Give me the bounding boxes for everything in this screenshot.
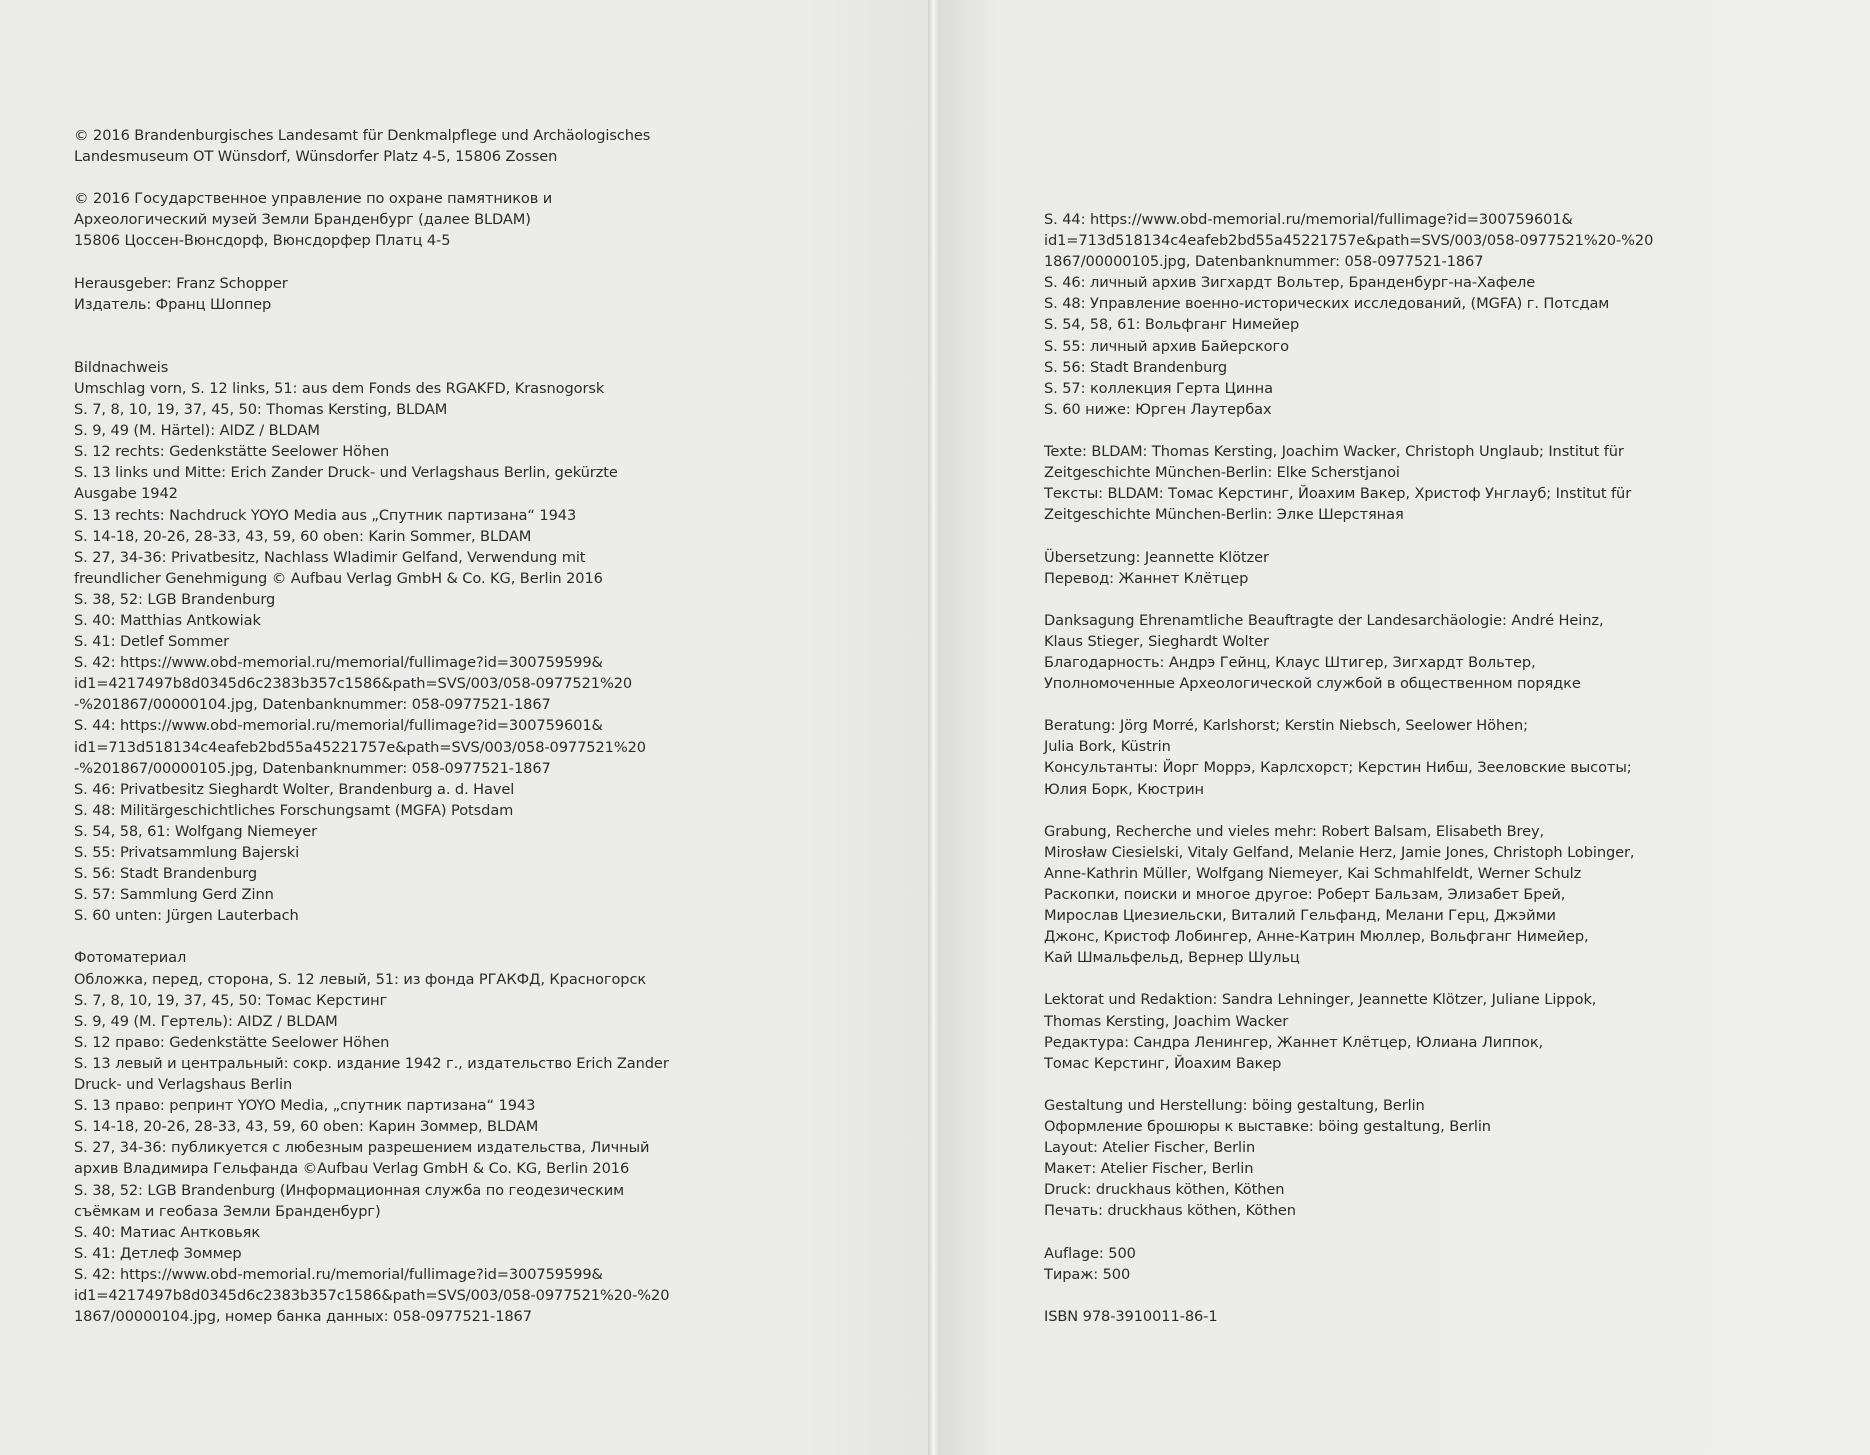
text-line: S. 9, 49 (М. Гертель): AIDZ / BLDAM: [74, 1012, 338, 1030]
text-line: S. 40: Матиас Антковьяк: [74, 1223, 261, 1241]
text-line: S. 54, 58, 61: Wolfgang Niemeyer: [74, 822, 317, 840]
text-line: S. 54, 58, 61: Вольфганг Нимейер: [1044, 316, 1300, 334]
text-line: Danksagung Ehrenamtliche Beauftragte der Landesarchäologie: André Heinz,: [1044, 611, 1604, 629]
text-line: Grabung, Recherche und vieles mehr: Robert Balsam, Elisabeth Brey,: [1044, 822, 1545, 840]
text-line: S. 13 право: репринт YOYO Media, „спутник партизана“ 1943: [74, 1097, 536, 1115]
text-line: Тексты: BLDAM: Томас Керстинг, Йоахим Вакер, Христоф Унглауб; Institut für: [1044, 485, 1632, 503]
text-line: id1=713d518134c4eafeb2bd55a45221757e&path=SVS/003/058-0977521%20: [74, 738, 646, 756]
copyright-de-block: [74, 125, 651, 167]
text-line: Zeitgeschichte München-Berlin: Элке Шерстяная: [1044, 506, 1404, 524]
text-line: Оформление брошюры к выставке: böing gestaltung, Berlin: [1044, 1118, 1491, 1136]
text-line: S. 13 links und Mitte: Erich Zander Druck- und Verlagshaus Berlin, gekürzte: [74, 464, 618, 482]
text-line: Тираж: 500: [1044, 1265, 1131, 1283]
text-line: S. 7, 8, 10, 19, 37, 45, 50: Thomas Kersting, BLDAM: [74, 401, 448, 419]
text-line: Klaus Stieger, Sieghardt Wolter: [1044, 632, 1269, 650]
text-line: S. 55: личный архив Байерского: [1044, 337, 1289, 355]
text-line: архив Владимира Гельфанда ©Aufbau Verlag GmbH & Co. KG, Berlin 2016: [74, 1160, 630, 1178]
auflage-block: [1044, 1243, 1624, 1285]
text-line: Druck: druckhaus köthen, Köthen: [1044, 1181, 1285, 1199]
uebersetzung-block: [1044, 547, 1624, 589]
text-line: Gestaltung und Herstellung: böing gestaltung, Berlin: [1044, 1096, 1425, 1114]
text-line: съёмкам и геобаза Земли Бранденбург): [74, 1202, 381, 1220]
fotomaterial-block: [74, 947, 670, 1327]
text-line: Ausgabe 1942: [74, 485, 178, 503]
text-line: Мирослав Циезиельски, Виталий Гельфанд, Мелани Герц, Джэйми: [1044, 907, 1556, 925]
text-line: S. 56: Stadt Brandenburg: [74, 865, 258, 883]
text-line: S. 41: Detlef Sommer: [74, 633, 230, 651]
text-line: S. 40: Matthias Antkowiak: [74, 611, 261, 629]
section-heading: Bildnachweis: [74, 358, 169, 376]
text-line: S. 9, 49 (M. Härtel): AIDZ / BLDAM: [74, 422, 320, 440]
text-line: Томас Керстинг, Йоахим Вакер: [1044, 1054, 1282, 1072]
text-line: Texte: BLDAM: Thomas Kersting, Joachim Wacker, Christoph Unglaub; Institut für: [1044, 443, 1624, 461]
text-line: Layout: Atelier Fischer, Berlin: [1044, 1139, 1256, 1157]
text-line: Zeitgeschichte München-Berlin: Elke Scherstjanoi: [1044, 464, 1400, 482]
text-line: Джонс, Кристоф Лобингер, Анне-Катрин Мюллер, Вольфганг Нимейер,: [1044, 928, 1589, 946]
text-line: Издатель: Франц Шоппер: [74, 295, 272, 313]
text-line: Печать: druckhaus köthen, Köthen: [1044, 1202, 1296, 1220]
danksagung-block: [1044, 610, 1624, 694]
text-line: S. 13 rechts: Nachdruck YOYO Media aus „Спутник партизана“ 1943: [74, 506, 577, 524]
text-line: Уполномоченные Археологической службой в общественном порядке: [1044, 675, 1581, 693]
text-line: id1=4217497b8d0345d6c2383b357c1586&path=SVS/003/058-0977521%20-%20: [74, 1286, 670, 1304]
text-line: S. 44: https://www.obd-memorial.ru/memorial/fullimage?id=300759601&: [74, 717, 603, 735]
text-line: S. 13 левый и центральный: сокр. издание 1942 г., издательство Erich Zander: [74, 1054, 669, 1072]
text-line: S. 57: коллекция Герта Цинна: [1044, 379, 1273, 397]
text-line: Кай Шмальфельд, Вернер Шульц: [1044, 949, 1300, 967]
text-line: freundlicher Genehmigung © Aufbau Verlag GmbH & Co. KG, Berlin 2016: [74, 569, 603, 587]
text-line: Umschlag vorn, S. 12 links, 51: aus dem Fonds des RGAKFD, Krasnogorsk: [74, 379, 605, 397]
text-line: 1867/00000105.jpg, Datenbanknummer: 058-0977521-1867: [1044, 253, 1484, 271]
text-line: S. 48: Управление военно-исторических исследований, (MGFA) г. Потсдам: [1044, 295, 1610, 313]
text-line: S. 46: личный архив Зигхардт Вольтер, Бранденбург-на-Хафеле: [1044, 274, 1536, 292]
text-line: © 2016 Государственное управление по охране памятников и: [74, 190, 553, 208]
text-line: Julia Bork, Küstrin: [1044, 738, 1171, 756]
text-line: 15806 Цоссен-Вюнсдорф, Вюнсдорфер Платц 4-5: [74, 232, 451, 250]
text-line: S. 60 unten: Jürgen Lauterbach: [74, 907, 299, 925]
text-line: Макет: Atelier Fischer, Berlin: [1044, 1160, 1254, 1178]
text-line: S. 38, 52: LGB Brandenburg (Информационная служба по геодезическим: [74, 1181, 625, 1199]
text-line: S. 14-18, 20-26, 28-33, 43, 59, 60 oben: Karin Sommer, BLDAM: [74, 527, 532, 545]
text-line: S. 12 право: Gedenkstätte Seelower Höhen: [74, 1033, 390, 1051]
text-line: S. 60 ниже: Юрген Лаутербах: [1044, 400, 1272, 418]
text-line: S. 48: Militärgeschichtliches Forschungsamt (MGFA) Potsdam: [74, 801, 514, 819]
text-line: S. 38, 52: LGB Brandenburg: [74, 590, 276, 608]
right-page-text: [1044, 209, 1654, 1327]
lektorat-block: [1044, 989, 1624, 1073]
text-line: -%201867/00000104.jpg, Datenbanknummer: 058-0977521-1867: [74, 696, 551, 714]
text-line: Übersetzung: Jeannette Klötzer: [1044, 548, 1269, 566]
text-line: S. 7, 8, 10, 19, 37, 45, 50: Томас Керстинг: [74, 991, 388, 1009]
text-line: id1=713d518134c4eafeb2bd55a45221757e&path=SVS/003/058-0977521%20-%20: [1044, 232, 1654, 250]
text-line: S. 56: Stadt Brandenburg: [1044, 358, 1228, 376]
text-line: -%201867/00000105.jpg, Datenbanknummer: 058-0977521-1867: [74, 759, 551, 777]
text-line: id1=4217497b8d0345d6c2383b357c1586&path=SVS/003/058-0977521%20: [74, 675, 633, 693]
left-page: [0, 0, 928, 1455]
text-line: Раскопки, поиски и многое другое: Роберт Бальзам, Элизабет Брей,: [1044, 886, 1566, 903]
text-line: Благодарность: Андрэ Гейнц, Клаус Штигер, Зигхардт Вольтер,: [1044, 653, 1536, 671]
text-line: S. 57: Sammlung Gerd Zinn: [74, 886, 274, 904]
gestaltung-block: [1044, 1095, 1624, 1222]
text-line: Консультанты: Йорг Моррэ, Карлсхорст; Керстин Нибш, Зееловские высоты;: [1044, 759, 1632, 777]
text-line: S. 12 rechts: Gedenkstätte Seelower Höhen: [74, 443, 390, 461]
text-line: S. 42: https://www.obd-memorial.ru/memorial/fullimage?id=300759599&: [74, 654, 603, 672]
text-line: © 2016 Brandenburgisches Landesamt für Denkmalpflege und Archäologisches: [74, 127, 651, 144]
text-line: S. 44: https://www.obd-memorial.ru/memorial/fullimage?id=300759601&: [1044, 211, 1573, 228]
text-line: Lektorat und Redaktion: Sandra Lehninger, Jeannette Klötzer, Juliane Lippok,: [1044, 991, 1597, 1009]
copyright-ru-block: [74, 188, 634, 251]
text-line: Landesmuseum OT Wünsdorf, Wünsdorfer Platz 4-5, 15806 Zossen: [74, 148, 558, 166]
section-heading: Фотоматериал: [74, 949, 187, 967]
texte-block: [1044, 441, 1632, 525]
beratung-block: [1044, 715, 1632, 799]
text-line: S. 27, 34-36: Privatbesitz, Nachlass Wladimir Gelfand, Verwendung mit: [74, 548, 586, 566]
text-line: Thomas Kersting, Joachim Wacker: [1044, 1012, 1289, 1030]
text-line: Археологический музей Земли Бранденбург (далее BLDAM): [74, 211, 531, 229]
text-line: S. 42: https://www.obd-memorial.ru/memorial/fullimage?id=300759599&: [74, 1265, 603, 1283]
text-line: Druck- und Verlagshaus Berlin: [74, 1076, 293, 1094]
publisher-block: [74, 273, 634, 315]
grabung-block: [1044, 821, 1635, 969]
text-line: Beratung: Jörg Morré, Karlshorst; Kerstin Niebsch, Seelower Höhen;: [1044, 717, 1528, 735]
right-page: [940, 0, 1870, 1455]
left-page-text: [74, 125, 670, 1327]
text-line: S. 41: Детлеф Зоммер: [74, 1244, 242, 1262]
text-line: Обложка, перед, сторона, S. 12 левый, 51: из фонда РГАКФД, Красногорск: [74, 970, 647, 988]
text-line: Перевод: Жаннет Клётцер: [1044, 569, 1249, 587]
bildnachweis-block: [74, 357, 646, 927]
book-gutter: [928, 0, 940, 1455]
text-line: S. 14-18, 20-26, 28-33, 43, 59, 60 oben: Карин Зоммер, BLDAM: [74, 1118, 539, 1136]
text-line: Mirosław Ciesielski, Vitaly Gelfand, Melanie Herz, Jamie Jones, Christoph Lobinger,: [1044, 843, 1635, 861]
text-line: Юлия Борк, Кюстрин: [1044, 780, 1204, 798]
text-line: S. 55: Privatsammlung Bajerski: [74, 844, 300, 861]
text-line: Auflage: 500: [1044, 1244, 1136, 1262]
text-line: S. 46: Privatbesitz Sieghardt Wolter, Brandenburg a. d. Havel: [74, 780, 515, 798]
text-line: Anne-Kathrin Müller, Wolfgang Niemeyer, Kai Schmahlfeldt, Werner Schulz: [1044, 864, 1582, 882]
text-line: Herausgeber: Franz Schopper: [74, 274, 288, 292]
text-line: Редактура: Сандра Ленингер, Жаннет Клётцер, Юлиана Липпок,: [1044, 1033, 1544, 1051]
isbn-line: ISBN 978-3910011-86-1: [1044, 1307, 1218, 1325]
fotomaterial-continued-block: [1044, 209, 1654, 420]
text-line: S. 27, 34-36: публикуется с любезным разрешением издательства, Личный: [74, 1139, 650, 1157]
text-line: 1867/00000104.jpg, номер банка данных: 058-0977521-1867: [74, 1308, 532, 1326]
